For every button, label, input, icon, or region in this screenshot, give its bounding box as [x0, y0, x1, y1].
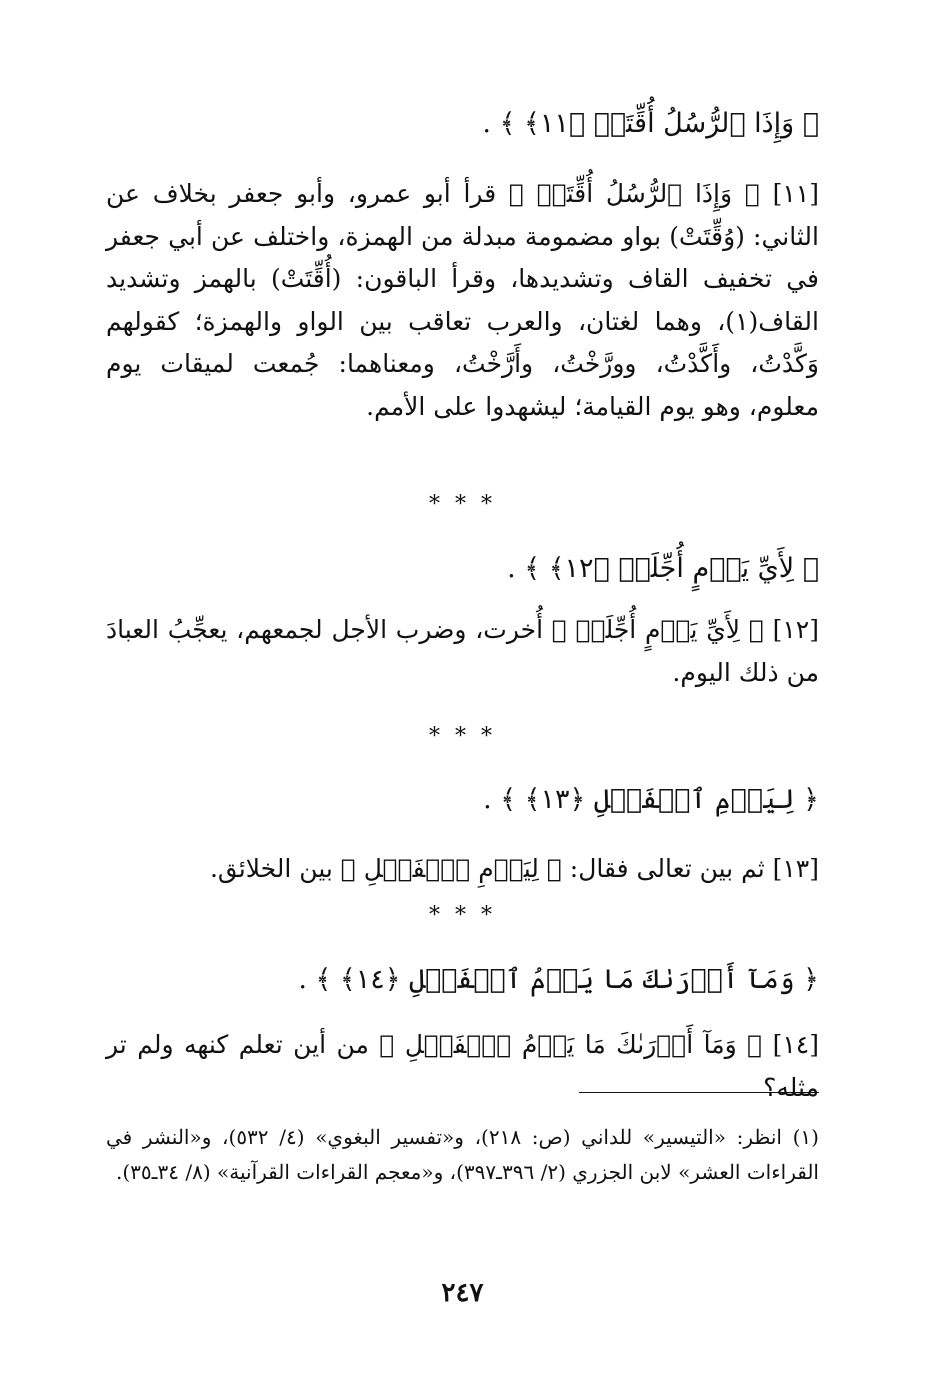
commentary-14: [١٤] ﴿ وَمَآ أَدۡرَىٰكَ مَا يَوۡمُ ٱلۡفَصۡلِ ﴾ من أين تعلم كنهه ولم تر مثله؟ — [106, 1030, 819, 1102]
section-separator: * * * — [429, 903, 496, 928]
footnote-divider — [579, 1092, 819, 1093]
verse-14: ﴿ وَمَآ أَدۡرَىٰكَ مَا يَوۡمُ ٱلۡفَصۡلِ ﴿١٤﴾ ﴾ . — [298, 964, 819, 995]
verse-13: ﴿ لِيَوۡمِ ٱلۡفَصۡلِ ﴿١٣﴾ ﴾ . — [483, 784, 819, 815]
section-separator: * * * — [429, 724, 496, 749]
footnote-1: (١) انظر: «التيسير» للداني (ص: ٢١٨)، و«تفسير البغوي» (٤/ ٥٣٢)، و«النشر في القراءات العشر» لابن الجزري (٢/ ٣٩٦ـ٣٩٧)، و«معجم القراءات القرآنية» (٨/ ٣٤ـ٣٥). — [106, 1125, 819, 1184]
section-separator: * * * — [429, 492, 496, 517]
commentary-13: [١٣] ثم بين تعالى فقال: ﴿ لِيَوۡمِ ٱلۡفَصۡلِ ﴾ بين الخلائق. — [209, 854, 819, 883]
verse-12: ﴿ لِأَيِّ يَوۡمٍ أُجِّلَتۡ ﴿١٢﴾ ﴾ . — [507, 553, 819, 584]
commentary-12: [١٢] ﴿ لِأَيِّ يَوۡمٍ أُجِّلَتۡ ﴾ أُخرت، وضرب الأجل لجمعهم، يعجِّبُ العبادَ من ذلك اليوم. — [106, 615, 819, 687]
verse-11: ﴿ وَإِذَا ٱلرُّسُلُ أُقِّتَتۡ ﴿١١﴾ ﴾ . — [482, 108, 819, 139]
commentary-11: [١١] ﴿ وَإِذَا ٱلرُّسُلُ أُقِّتَتۡ ﴾ قرأ أبو عمرو، وأبو جعفر بخلاف عن الثاني: (وُقِّتَتْ) بواو مضمومة مبدلة من الهمزة، واختلف عن أبي جعفر في تخفيف القاف وتشديدها، وقرأ الباقون: (أُقِّتَتْ) بالهمز وتشديد القاف(١)، وهما لغتان، والعرب تعاقب بين الواو والهمزة؛ كقولهم وَكَّدْتُ، وأَكَّدْتُ، وورَّخْتُ، وأَرَّخْتُ، ومعناهما: جُمعت لميقات يوم معلوم، وهو يوم القيامة؛ ليشهدوا على الأمم. — [106, 179, 819, 421]
page-number: ٢٤٧ — [441, 1278, 484, 1308]
